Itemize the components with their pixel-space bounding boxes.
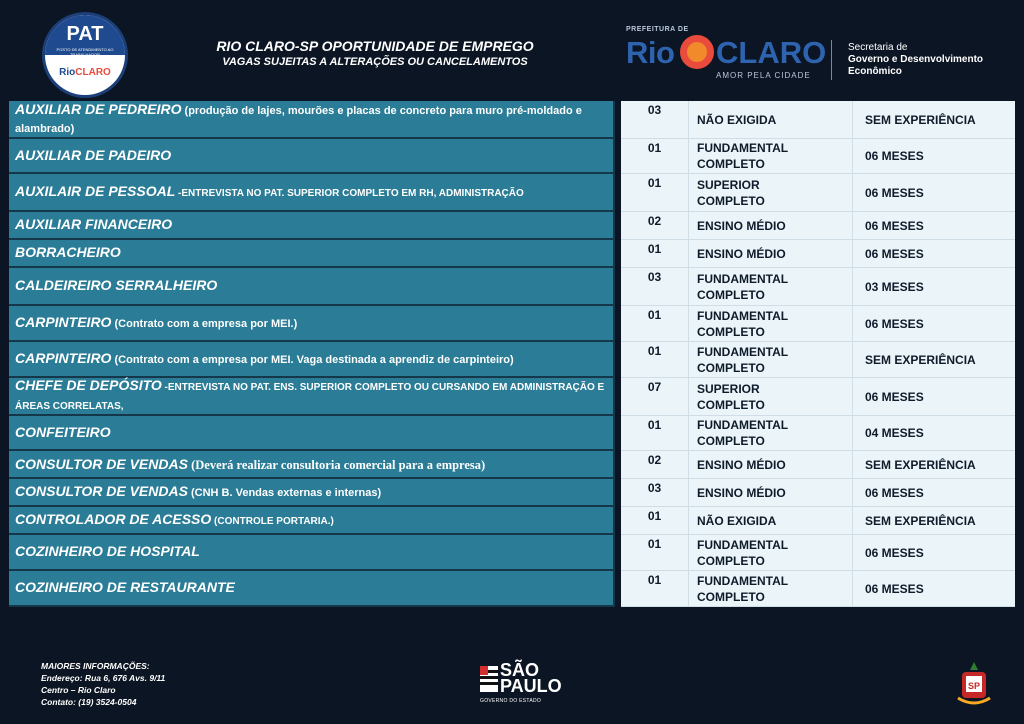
job-education-line1: ENSINO MÉDIO	[697, 457, 786, 472]
job-education-line2: COMPLETO	[697, 360, 765, 375]
job-title-cell	[9, 240, 615, 268]
table-row	[9, 139, 1015, 174]
job-education	[689, 212, 853, 239]
job-education-line1: FUNDAMENTAL	[697, 271, 789, 286]
job-education	[689, 240, 853, 267]
job-title-cell	[9, 535, 615, 571]
job-title: AUXILIAR DE PEDREIRO	[15, 101, 182, 117]
job-education-line1: ENSINO MÉDIO	[697, 246, 786, 261]
pat-logo-city: RioCLARO	[59, 67, 111, 78]
rio-claro-logo-name-left: Rio	[626, 35, 675, 70]
job-quantity: 02	[621, 212, 689, 239]
job-quantity: 01	[621, 507, 689, 534]
job-title: CONSULTOR DE VENDAS	[15, 483, 188, 499]
job-title-cell	[9, 139, 615, 174]
page-title	[200, 38, 550, 70]
job-details	[621, 342, 1015, 378]
job-note: (Contrato com a empresa por MEI.)	[111, 318, 298, 330]
rio-claro-logo-name-right: CLARO	[716, 35, 827, 70]
job-title-cell	[9, 174, 615, 212]
table-row	[9, 240, 1015, 268]
job-education	[689, 174, 853, 211]
job-education-line1: NÃO EXIGIDA	[697, 513, 777, 528]
job-details	[621, 240, 1015, 268]
rio-claro-logo-slogan: AMOR PELA CIDADE	[716, 71, 811, 80]
job-education	[689, 479, 853, 506]
job-education-line2: COMPLETO	[697, 397, 765, 412]
job-quantity: 01	[621, 535, 689, 570]
job-details	[621, 416, 1015, 451]
job-education	[689, 416, 853, 450]
job-education	[689, 101, 853, 138]
job-education	[689, 306, 853, 341]
job-title-cell	[9, 416, 615, 451]
job-note: -ENTREVISTA NO PAT. SUPERIOR COMPLETO EM RH, ADMINISTRAÇÃO	[175, 187, 524, 199]
job-details	[621, 451, 1015, 479]
job-experience: 03 MESES	[865, 279, 924, 294]
job-quantity: 01	[621, 571, 689, 606]
job-title-cell	[9, 306, 615, 342]
table-row	[9, 535, 1015, 571]
table-row	[9, 378, 1015, 416]
sp-crest-icon	[954, 660, 994, 706]
contact-phone: Contato: (19) 3524-0504	[41, 697, 137, 707]
job-title: COZINHEIRO DE HOSPITAL	[15, 543, 200, 559]
job-education	[689, 507, 853, 534]
job-quantity: 07	[621, 378, 689, 415]
job-education-line2: COMPLETO	[697, 193, 765, 208]
job-title: CONSULTOR DE VENDAS	[15, 455, 188, 472]
rio-claro-logo-prefeitura: PREFEITURA DE	[626, 26, 689, 33]
location-pin-icon	[680, 35, 714, 69]
table-row	[9, 174, 1015, 212]
svg-text:SP: SP	[967, 681, 981, 691]
job-details	[621, 139, 1015, 174]
job-title: BORRACHEIRO	[15, 244, 121, 260]
job-education	[689, 268, 853, 305]
job-note: (CNH B. Vendas externas e internas)	[187, 487, 382, 499]
job-education-line2: COMPLETO	[697, 589, 765, 604]
job-experience: 06 MESES	[865, 218, 924, 233]
job-education-line1: FUNDAMENTAL	[697, 537, 789, 552]
sp-flag-icon	[478, 664, 500, 694]
job-education-line2: COMPLETO	[697, 434, 765, 448]
job-experience: 06 MESES	[865, 185, 924, 200]
job-title-cell	[9, 378, 615, 416]
jobs-table	[9, 101, 1015, 607]
job-education-line1: FUNDAMENTAL	[697, 573, 789, 588]
job-title: CONTROLADOR DE ACESSO	[15, 510, 212, 527]
job-title-cell	[9, 479, 615, 507]
job-title: AUXILAIR DE PESSOAL	[15, 182, 176, 199]
pat-logo-subtitle: POSTO DE ATENDIMENTO AO TRABALHADOR	[56, 47, 114, 57]
job-education-line2: COMPLETO	[697, 553, 765, 568]
job-title-cell	[9, 451, 615, 479]
job-title: COZINHEIRO DE RESTAURANTE	[15, 579, 235, 595]
contact-district: Centro – Rio Claro	[41, 685, 116, 695]
job-education	[689, 378, 853, 415]
job-education-line1: ENSINO MÉDIO	[697, 218, 786, 233]
job-note: -ENTREVISTA NO PAT. ENS. SUPERIOR COMPLETO OU CURSANDO EM ADMINISTRAÇÃO E ÁREAS CORRELATAS,	[15, 382, 605, 412]
job-note: (CONTROLE PORTARIA.)	[211, 515, 334, 527]
job-note: (Deverá realizar consultoria comercial para a empresa)	[187, 457, 486, 472]
job-education-line1: FUNDAMENTAL	[697, 344, 789, 359]
job-details	[621, 101, 1015, 139]
job-quantity: 01	[621, 174, 689, 211]
job-education-line2: COMPLETO	[697, 287, 765, 302]
sp-logo-subtitle: GOVERNO DO ESTADO	[480, 698, 542, 704]
job-title-cell	[9, 342, 615, 378]
job-title-cell	[9, 212, 615, 240]
job-education-line1: NÃO EXIGIDA	[697, 112, 777, 127]
job-education	[689, 535, 853, 570]
job-quantity: 03	[621, 101, 689, 138]
job-details	[621, 535, 1015, 571]
job-details	[621, 507, 1015, 535]
job-title: CALDEIREIRO SERRALHEIRO	[15, 277, 218, 293]
job-experience: SEM EXPERIÊNCIA	[865, 112, 976, 127]
job-details	[621, 212, 1015, 240]
job-education	[689, 342, 853, 377]
job-note: (produção de lajes, mourões e placas de concreto para muro pré-moldado e alambrado)	[15, 105, 582, 135]
job-experience: 06 MESES	[865, 545, 924, 560]
table-row	[9, 101, 1015, 139]
job-quantity: 01	[621, 306, 689, 341]
job-title: CARPINTEIRO	[15, 350, 112, 366]
job-education-line1: SUPERIOR	[697, 177, 760, 192]
job-title-cell	[9, 571, 615, 607]
job-education-line1: SUPERIOR	[697, 381, 760, 396]
job-education-line1: FUNDAMENTAL	[697, 418, 789, 432]
header-divider	[831, 40, 832, 80]
rio-claro-logo	[626, 26, 826, 84]
job-quantity: 01	[621, 416, 689, 450]
job-experience: 04 MESES	[865, 426, 924, 440]
job-title: CARPINTEIRO	[15, 314, 112, 330]
table-row	[9, 268, 1015, 306]
table-row	[9, 342, 1015, 378]
job-details	[621, 571, 1015, 607]
table-row	[9, 306, 1015, 342]
contact-address: Endereço: Rua 6, 676 Avs. 9/11	[41, 673, 166, 683]
table-row	[9, 451, 1015, 479]
table-row	[9, 479, 1015, 507]
job-details	[621, 174, 1015, 212]
job-experience: 06 MESES	[865, 485, 924, 500]
job-quantity: 01	[621, 139, 689, 173]
job-education-line1: ENSINO MÉDIO	[697, 485, 786, 500]
title-line2: VAGAS SUJEITAS A ALTERAÇÕES OU CANCELAMENTOS	[222, 56, 528, 68]
pat-logo-word: PAT	[66, 23, 104, 45]
contact-info	[41, 660, 165, 708]
job-education-line2: COMPLETO	[697, 324, 765, 339]
job-experience: SEM EXPERIÊNCIA	[865, 513, 976, 528]
job-experience: 06 MESES	[865, 389, 924, 404]
job-experience: 06 MESES	[865, 246, 924, 261]
job-experience: 06 MESES	[865, 149, 924, 163]
job-quantity: 01	[621, 342, 689, 377]
job-title: AUXILIAR DE PADEIRO	[15, 146, 172, 163]
job-quantity: 03	[621, 479, 689, 506]
title-line1: RIO CLARO-SP OPORTUNIDADE DE EMPREGO	[216, 38, 534, 54]
job-education-line1: FUNDAMENTAL	[697, 141, 789, 155]
job-quantity: 01	[621, 240, 689, 267]
sao-paulo-government-logo	[478, 660, 562, 710]
table-row	[9, 212, 1015, 240]
contact-heading: MAIORES INFORMAÇÕES:	[41, 661, 150, 671]
table-row	[9, 507, 1015, 535]
job-details	[621, 268, 1015, 306]
job-education	[689, 139, 853, 173]
job-experience: 06 MESES	[865, 316, 924, 331]
job-note: (Contrato com a empresa por MEI. Vaga destinada a aprendiz de carpinteiro)	[111, 354, 514, 366]
job-title: AUXILIAR FINANCEIRO	[15, 216, 173, 232]
job-title-cell	[9, 507, 615, 535]
sp-logo-text: SÃO PAULO	[500, 660, 562, 696]
table-row	[9, 416, 1015, 451]
job-quantity: 02	[621, 451, 689, 478]
job-education	[689, 451, 853, 478]
job-education	[689, 571, 853, 606]
job-experience: 06 MESES	[865, 581, 924, 596]
pat-logo	[42, 12, 128, 98]
job-title-cell	[9, 101, 615, 139]
job-experience: SEM EXPERIÊNCIA	[865, 457, 976, 472]
job-title: CHEFE DE DEPÓSITO	[15, 377, 162, 393]
job-title: CONFEITEIRO	[15, 423, 111, 440]
job-details	[621, 306, 1015, 342]
job-details	[621, 378, 1015, 416]
job-details	[621, 479, 1015, 507]
job-title-cell	[9, 268, 615, 306]
job-education-line2: COMPLETO	[697, 157, 765, 171]
job-education-line1: FUNDAMENTAL	[697, 308, 789, 323]
job-quantity: 03	[621, 268, 689, 305]
job-experience: SEM EXPERIÊNCIA	[865, 352, 976, 367]
table-row	[9, 571, 1015, 607]
secretaria-label: Secretaria de Governo e Desenvolvimento Econômico	[848, 42, 984, 77]
